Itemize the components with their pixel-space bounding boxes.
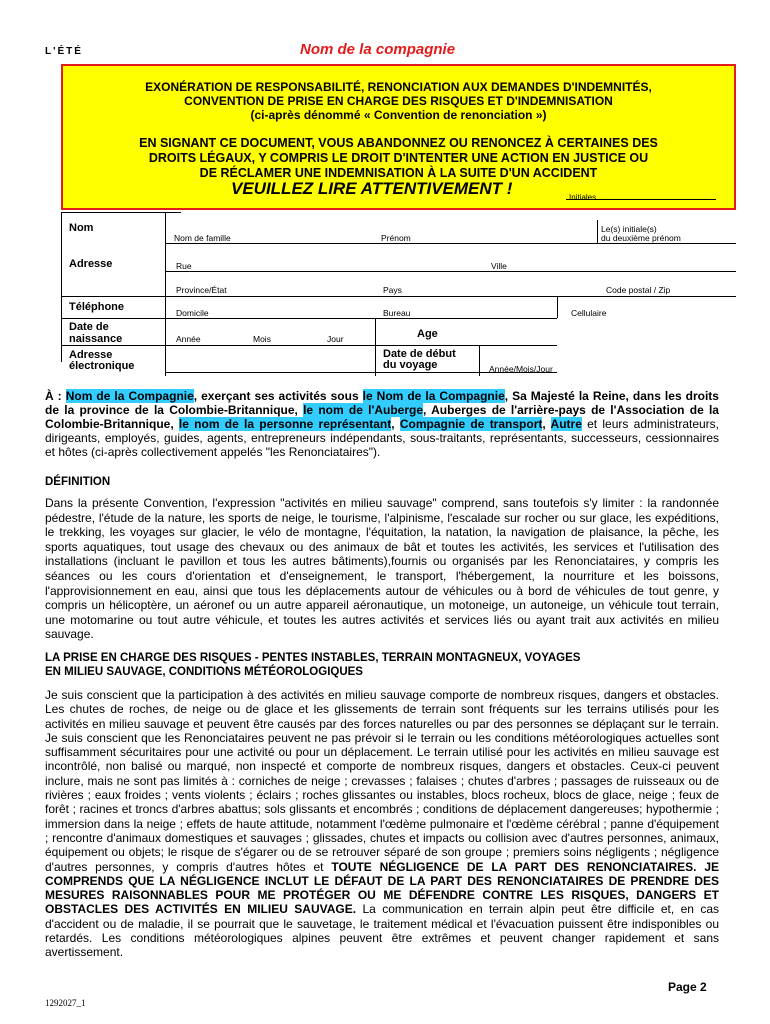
parties-text-6: et leurs administrateurs, dirigeants, employés, guides, agents, entrepreneurs indépendants, sous-traitants, représentants, successeurs, cessionnaires et hôtes (ci-après collectivement appelés "les Renonciataires"). <box>45 417 720 459</box>
telephone-row-rule <box>61 318 557 319</box>
risks-title-line-1: LA PRISE EN CHARGE DES RISQUES - PENTES INSTABLES, TERRAIN MONTAGNEUX, VOYAGES <box>45 652 581 664</box>
annee-field[interactable]: Année <box>176 334 201 344</box>
parties-text-4: , <box>391 417 400 431</box>
email-row-rule <box>165 372 557 373</box>
definition-title: DÉFINITION <box>45 476 111 488</box>
voyage-label-1: Date de début <box>383 348 456 360</box>
telephone-label: Téléphone <box>69 301 125 313</box>
parties-text-2: , Sa Majesté la Reine, dans les droits de la province de la Colombie-Britannique, <box>45 389 719 417</box>
waiver-notice-line-3: DE RÉCLAMER UNE INDEMNISATION À LA SUITE D'UN ACCIDENT <box>199 166 598 180</box>
a-prefix: À : <box>45 389 66 403</box>
risks-text-main: Je suis conscient que la participation à des activités en milieu sauvage comporte de nombreux risques, dangers et obstacles. Les chutes de roches, de neige ou de glace et les glissements de terrain sont fréquents sur les terrains utilisés pour les activités en milieu sauvage et peuvent être causés par des forces naturelles ou par des personnes se déplaçant sur le terrain. Je suis conscient que les Renonciataires peuvent ne pas prévoir si le terrain ou les conditions météorologiques actuelles sont suffisamment sécuritaires pour une activité ou pour un déplacement. Le terrain utilisé pour les activités en milieu sauvage est incontrôlé, non balisé ou marqué, non inspecté et comporte de nombreux risques, dangers et obstacles. Ceux-ci peuvent inclure, mais ne sont pas limités à : corniches de neige ; crevasses ; falaises ; chutes d'arbres ; passages de ruisseaux ou de rivières ; eaux froides ; vents violents ; éclairs ; roches glissantes ou instables, blocs rocheux, blocs de glace, neige ; feux de forêt ; racines et troncs d'arbres abattus; sols glissants et encombrés ; conditions de déplacement dangereuses; hypothermie ; immersion dans la neige ; effets de haute attitude, notamment l'œdème pulmonaire et l'œdème cérébral ; panne d'équipement ; rencontre d'animaux domestiques et sauvages ; glissades, chutes et impacts ou collision avec d'autres personnes, animaux, équipement ou objets; le risque de s'égarer ou de se retrouver séparé de son groupe ; premiers soins négligents ; négligence d'autres personnes, y compris d'autres hôtes et <box>45 688 719 874</box>
province-field[interactable]: Province/État <box>176 285 227 295</box>
document-code: 1292027_1 <box>45 998 86 1008</box>
waiver-title-line-3: (ci-après dénommé « Convention de renonciation ») <box>250 108 547 122</box>
participant-form <box>61 212 736 374</box>
waiver-notice-line-1: EN SIGNANT CE DOCUMENT, VOUS ABANDONNEZ OU RENONCEZ À CERTAINES DES <box>139 136 658 150</box>
definition-text: Dans la présente Convention, l'expression "activités en milieu sauvage" comprend, sans toutefois s'y limiter : la randonnée pédestre, l'étude de la nature, les sports de neige, le tourisme, l'alpinisme, l'escalade sur rocher ou sur glace, les expéditions, le trekking, les voyages sur glacier, le vélo de montagne, l'équitation, la natation, la navigation de plaisance, la pêche, les sports aquatiques, tout usage des chevaux ou des animaux de bât et toutes les activités, les services et l'utilisation des installations (incluant le pavillon et tous les autres bâtiments),fournis ou organisés par les Renonciataires, y compris les séances ou les cours d'orientation et d'enseignement, le transport, l'hébergement, la nourriture et les boissons, l'approvisionnement en eau, ainsi que tous les déplacements autour de véhicules ou à bord de véhicules de tout genre, y compris un hélicoptère, un aéronef ou un autre appareil aéronautique, un motoneige, un autoneige, un véhicule tout terrain, une motomarine ou tout autre véhicule, et toutes les autres activités et services liés ou ayant trait aux activités en milieu sauvage. <box>45 496 719 642</box>
mois-field[interactable]: Mois <box>253 334 271 344</box>
risks-title <box>45 651 719 679</box>
voyage-date-field[interactable]: Année/Mois/Jour <box>489 364 553 374</box>
naissance-row-rule <box>61 345 557 346</box>
initials-label: Initiales <box>569 193 597 202</box>
form-left-rule <box>61 212 62 362</box>
ville-field[interactable]: Ville <box>491 261 507 271</box>
waiver-notice <box>63 136 734 181</box>
adresse-label: Adresse <box>69 258 113 270</box>
season-label: L'ÉTÉ <box>45 46 83 57</box>
rue-field[interactable]: Rue <box>176 261 192 271</box>
parties-paragraph <box>45 389 719 459</box>
read-carefully-heading: VEUILLEZ LIRE ATTENTIVEMENT ! <box>231 179 513 198</box>
form-top-rule <box>61 212 181 213</box>
voyage-label-2: du voyage <box>383 359 438 371</box>
waiver-title-line-2: CONVENTION DE PRISE EN CHARGE DES RISQUES ET D'INDEMNISATION <box>184 94 613 108</box>
waiver-notice-line-2: DROITS LÉGAUX, Y COMPRIS LE DROIT D'INTENTER UNE ACTION EN JUSTICE OU <box>148 151 649 165</box>
risks-title-line-2: EN MILIEU SAUVAGE, CONDITIONS MÉTÉOROLOGIQUES <box>45 666 363 678</box>
lodge-name-field[interactable]: le nom de l'Auberge <box>303 403 423 417</box>
risks-text-end: La communication en terrain alpin peut être difficile et, en cas d'accident ou de maladie, il se pourrait que le sauvetage, le traitement médical et l'évacuation puissent être indisponibles ou retardés. Les conditions météorologiques alpines peuvent être extrêmes et peuvent changer rapidement et sans avertissement. <box>45 902 720 960</box>
cellulaire-divider <box>557 296 558 318</box>
naissance-label-2: naissance <box>69 333 123 345</box>
waiver-title-line-1: EXONÉRATION DE RESPONSABILITÉ, RENONCIATION AUX DEMANDES D'INDEMNITÉS, <box>145 80 652 94</box>
pays-field[interactable]: Pays <box>383 285 402 295</box>
form-label-divider <box>165 212 166 362</box>
waiver-title <box>63 80 734 122</box>
nom-label: Nom <box>69 222 94 234</box>
cellulaire-field[interactable]: Cellulaire <box>571 308 607 318</box>
company-name-field[interactable]: Nom de la Compagnie <box>65 389 194 403</box>
parties-text-1: , exerçant ses activités sous <box>193 389 363 403</box>
code-postal-field[interactable]: Code postal / Zip <box>606 285 671 295</box>
nom-famille-field[interactable]: Nom de famille <box>174 233 231 243</box>
email-label-1: Adresse <box>69 349 113 361</box>
risks-text-bold: TOUTE NÉGLIGENCE DE LA PART DES RENONCIATAIRES. JE COMPRENDS QUE LA NÉGLIGENCE INCLUT LE DÉFAUT DE LA PART DES RENONCIATAIRES DE PRENDRE DES MESURES RAISONNABLES POUR ME PROTÉGER OU ME DÉFENDRE CONTRE LES RISQUES, DANGERS ET OBSTACLES DES ACTIVITÉS EN MILIEU SAUVAGE. <box>45 859 719 917</box>
naissance-label-1: Date de <box>69 321 109 333</box>
company-name: Nom de la compagnie <box>300 41 456 58</box>
page-number: Page 2 <box>668 980 707 994</box>
operating-name-field[interactable]: le Nom de la Compagnie <box>362 389 505 403</box>
risks-text <box>45 688 719 960</box>
initiales-divider <box>597 220 598 244</box>
waiver-warning-box <box>61 64 736 210</box>
age-label: Age <box>417 328 438 340</box>
jour-field[interactable]: Jour <box>327 334 344 344</box>
initiales-label-1: Le(s) initiale(s) <box>601 224 657 234</box>
nom-row-rule <box>165 243 736 244</box>
other-field[interactable]: Autre <box>550 417 582 431</box>
prenom-field[interactable]: Prénom <box>381 233 411 243</box>
representative-name-field[interactable]: le nom de la personne représentant <box>178 417 392 431</box>
parties-text-3: , Auberges de l'arrière-pays de l'Association de la Colombie-Britannique, <box>45 403 719 431</box>
email-label-2: électronique <box>69 360 135 372</box>
transport-company-field[interactable]: Compagnie de transport <box>399 417 543 431</box>
age-divider <box>375 318 376 376</box>
rue-row-rule <box>165 271 736 272</box>
initiales-field[interactable]: du deuxième prénom <box>601 233 681 243</box>
domicile-field[interactable]: Domicile <box>176 308 209 318</box>
adresse-row-rule <box>61 296 736 297</box>
bureau-field[interactable]: Bureau <box>383 308 411 318</box>
parties-text-5: , <box>542 417 551 431</box>
